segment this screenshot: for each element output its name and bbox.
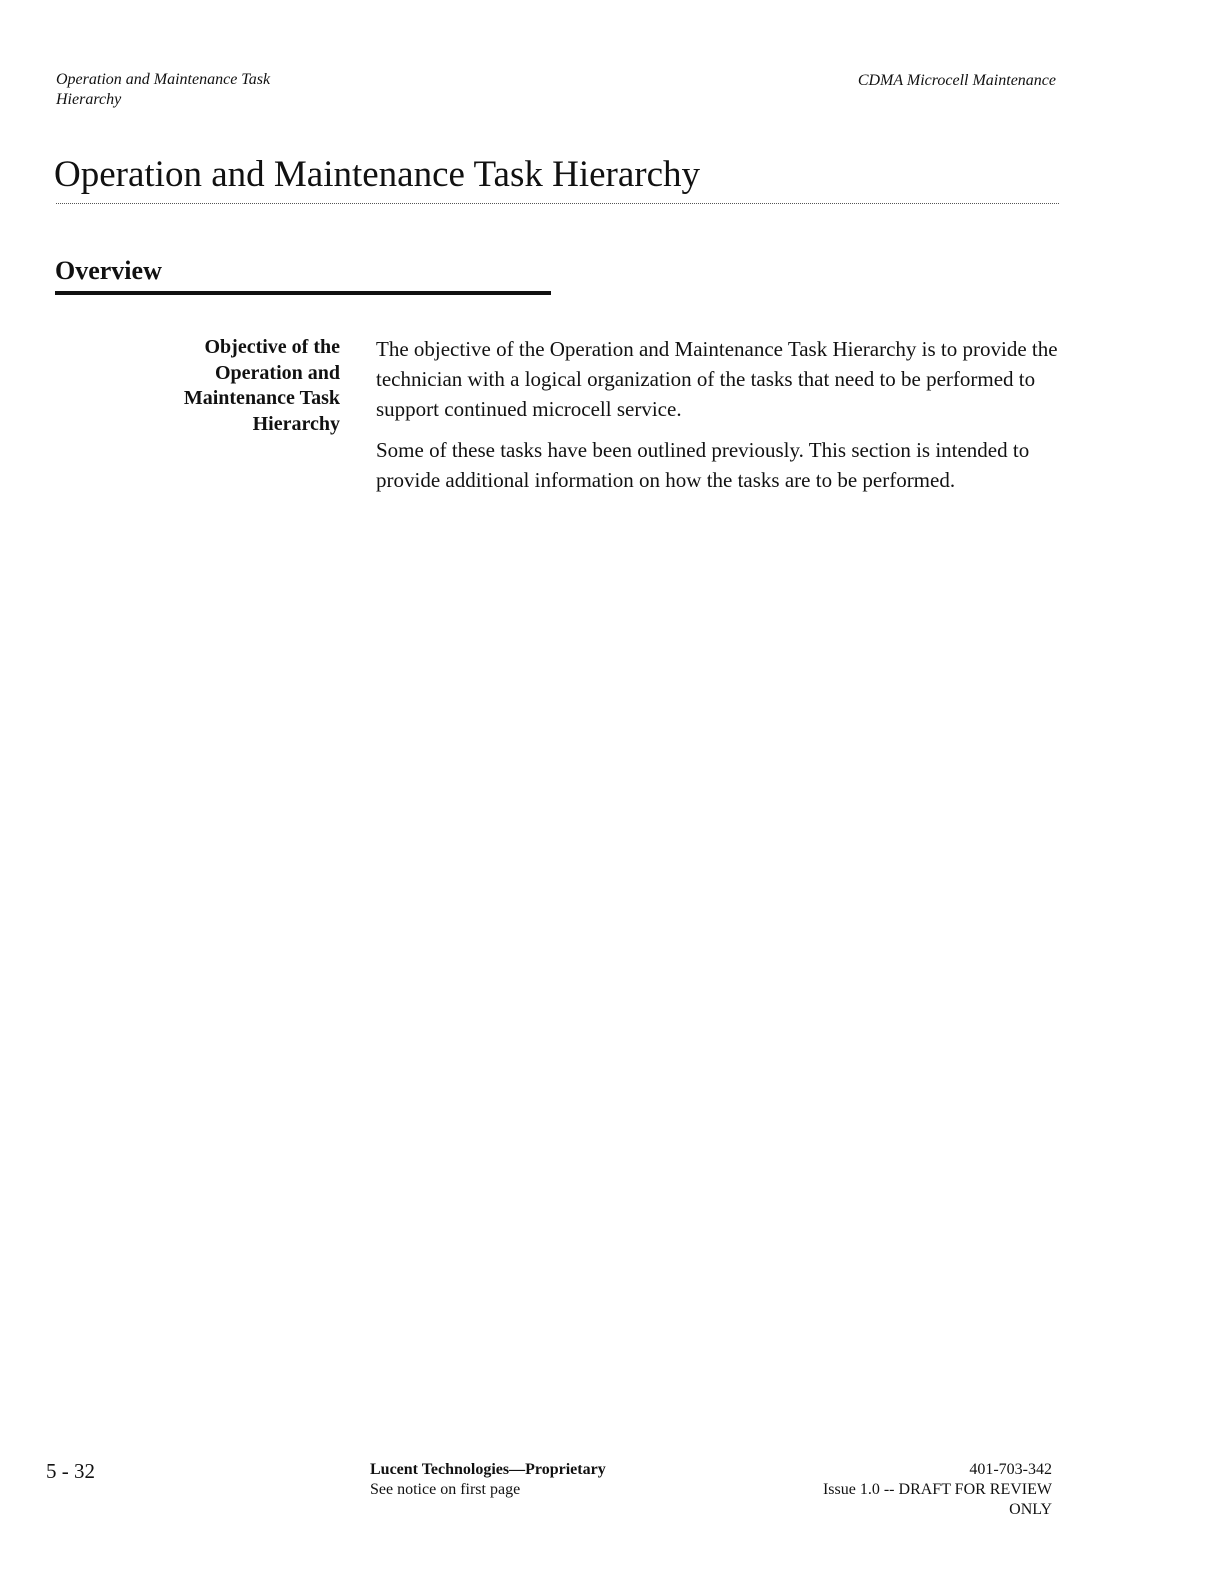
footer-proprietary: Lucent Technologies—Proprietary (370, 1461, 606, 1478)
footer-issue-line1: Issue 1.0 -- DRAFT FOR REVIEW (822, 1481, 1052, 1498)
title-dotted-rule (56, 203, 1059, 204)
running-header-right: CDMA Microcell Maintenance (857, 72, 1056, 89)
running-header-left-line2: Hierarchy (56, 91, 122, 108)
body-paragraph: The objective of the Operation and Maintenance Task Hierarchy is to provide the technician with a logical organization of the tasks that need to be performed to support continued microcell service. (376, 337, 1058, 421)
body-text (376, 334, 1066, 506)
body-paragraph: Some of these tasks have been outlined previously. This section is intended to provide additional information on how the tasks are to be performed. (376, 438, 1030, 492)
section-title: Overview (55, 256, 162, 285)
side-heading-line: Operation and (214, 361, 340, 384)
running-header-left (56, 70, 356, 110)
footer-right (732, 1460, 1052, 1520)
side-heading-line: Hierarchy (252, 412, 340, 435)
running-header-left-line1: Operation and Maintenance Task (56, 71, 271, 88)
side-heading (140, 335, 340, 437)
page-title: Operation and Maintenance Task Hierarchy (54, 154, 701, 195)
page-number: 5 - 32 (46, 1459, 95, 1483)
footer-issue-line2: ONLY (1009, 1501, 1052, 1518)
section-rule (55, 291, 551, 295)
footer-notice: See notice on first page (370, 1481, 521, 1498)
footer-doc-number: 401-703-342 (969, 1461, 1052, 1478)
side-heading-line: Objective of the (204, 336, 340, 358)
footer-center (370, 1460, 606, 1500)
side-heading-line: Maintenance Task (183, 387, 340, 409)
